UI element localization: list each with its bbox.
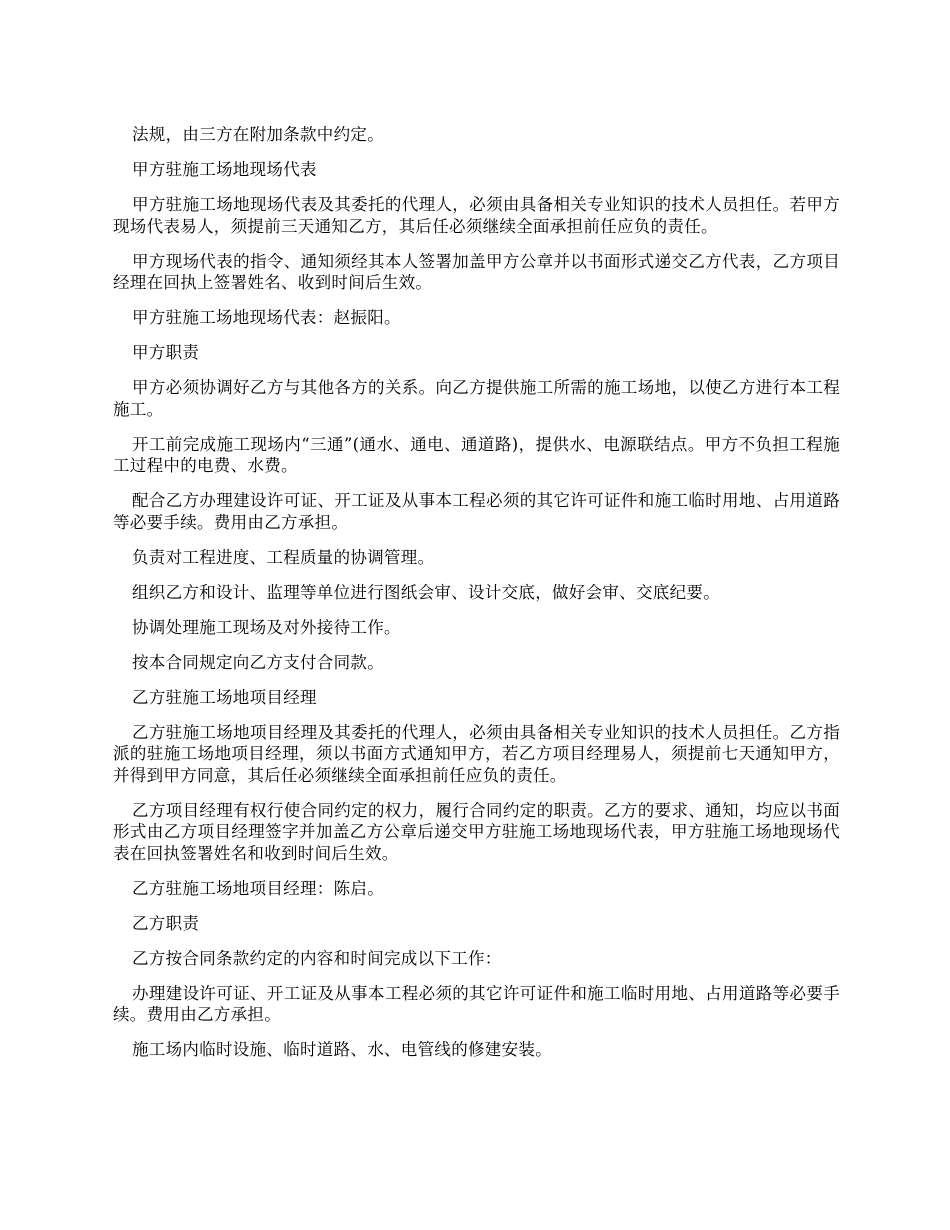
paragraph: 甲方驻施工场地现场代表：赵振阳。 bbox=[132, 308, 401, 327]
paragraph: 按本合同规定向乙方支付合同款。 bbox=[132, 652, 384, 672]
paragraph: 乙方按合同条款约定的内容和时间完成以下工作： bbox=[132, 948, 502, 968]
paragraph: 施工场内临时设施、临时道路、水、电管线的修建安装。 bbox=[132, 1040, 552, 1059]
section-heading: 乙方驻施工场地项目经理 bbox=[132, 687, 317, 707]
paragraph: 法规，由三方在附加条款中约定。 bbox=[132, 125, 384, 144]
section-heading: 乙方职责 bbox=[132, 913, 200, 933]
paragraph: 组织乙方和设计、监理等单位进行图纸会审、设计交底，做好会审、交底纪要。 bbox=[132, 582, 720, 602]
paragraph: 乙方项目经理有权行使合同约定的权力，履行合同约定的职责。乙方的要求、通知，均应以书面形式由乙方项目经理签字并加盖乙方公章后递交甲方驻施工场地现场代表，甲方驻施工场地现场代表在回执签署姓名和收到时间后生效。 bbox=[113, 800, 840, 863]
paragraph: 配合乙方办理建设许可证、开工证及从事本工程必须的其它许可证件和施工临时用地、占用道路等必要手续。费用由乙方承担。 bbox=[113, 491, 840, 532]
document-body bbox=[113, 124, 840, 1074]
section-heading: 甲方职责 bbox=[132, 343, 200, 362]
paragraph: 甲方驻施工场地现场代表及其委托的代理人，必须由具备相关专业知识的技术人员担任。若甲方现场代表易人，须提前三天通知乙方，其后任必须继续全面承担前任应负的责任。 bbox=[113, 195, 840, 236]
section-heading: 甲方驻施工场地现场代表 bbox=[132, 160, 317, 179]
paragraph: 乙方驻施工场地项目经理及其委托的代理人，必须由具备相关专业知识的技术人员担任。乙方指派的驻施工场地项目经理，须以书面方式通知甲方，若乙方项目经理易人，须提前七天通知甲方，并得到甲方同意，其后任必须继续全面承担前任应负的责任。 bbox=[113, 722, 840, 785]
paragraph: 乙方驻施工场地项目经理：陈启。 bbox=[132, 878, 384, 898]
paragraph: 协调处理施工现场及对外接待工作。 bbox=[132, 617, 401, 637]
paragraph: 甲方现场代表的指令、通知须经其本人签署加盖甲方公章并以书面形式递交乙方代表，乙方项目经理在回执上签署姓名、收到时间后生效。 bbox=[113, 251, 840, 292]
paragraph: 开工前完成施工现场内“三通”(通水、通电、通道路)，提供水、电源联结点。甲方不负担工程施工过程中的电费、水费。 bbox=[113, 434, 840, 475]
paragraph: 甲方必须协调好乙方与其他各方的关系。向乙方提供施工所需的施工场地，以使乙方进行本工程施工。 bbox=[113, 378, 840, 419]
paragraph: 办理建设许可证、开工证及从事本工程必须的其它许可证件和施工临时用地、占用道路等必要手续。费用由乙方承担。 bbox=[113, 983, 840, 1024]
paragraph: 负责对工程进度、工程质量的协调管理。 bbox=[132, 547, 435, 567]
